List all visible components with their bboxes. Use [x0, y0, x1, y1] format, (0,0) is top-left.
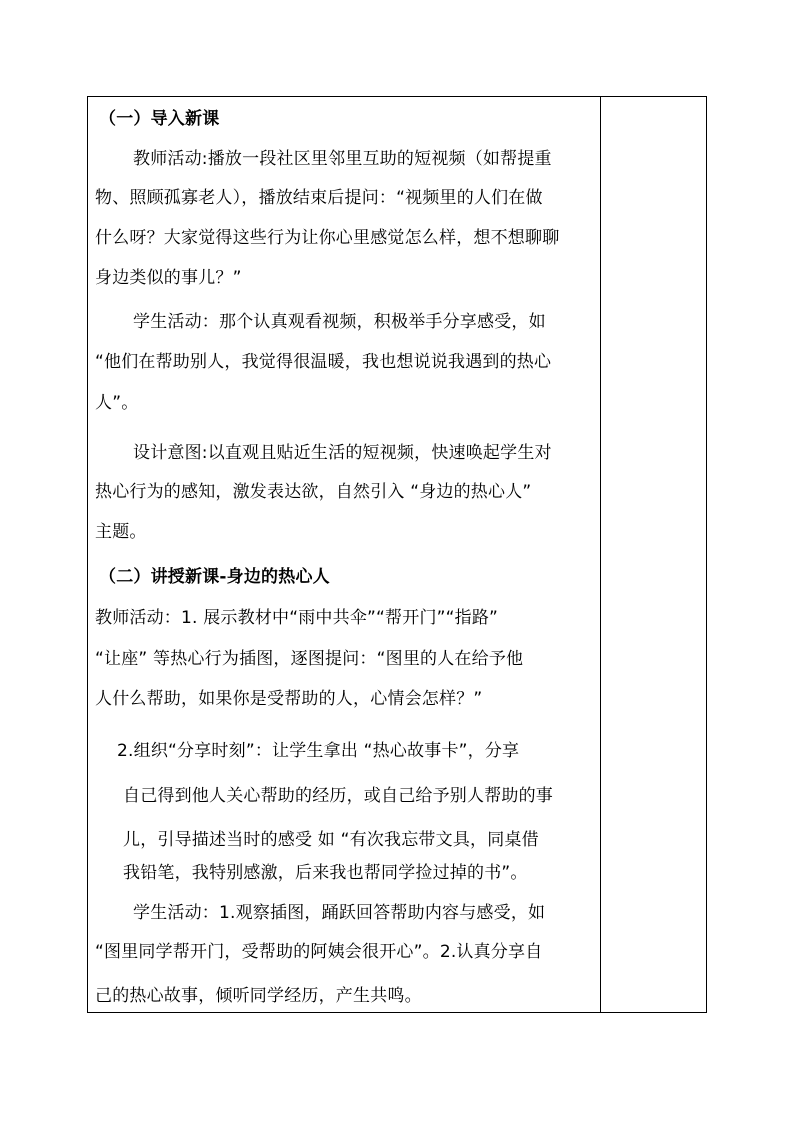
paragraph-line: 物、照顾孤寡老人），播放结束后提问：“视频里的人们在做 — [95, 188, 543, 208]
paragraph-line: 2.组织“分享时刻”：让学生拿出 “热心故事卡”，分享 — [117, 741, 520, 761]
paragraph-line: 人什么帮助，如果你是受帮助的人，心情会怎样？” — [95, 689, 483, 709]
paragraph-line: 主题。 — [95, 522, 147, 542]
paragraph-line: “图里同学帮开门，受帮助的阿姨会很开心”。2.认真分享自 — [95, 942, 543, 962]
paragraph-line: 设计意图:以直观且贴近生活的短视频，快速唤起学生对 — [133, 443, 552, 463]
lesson-content-cell — [88, 97, 600, 1012]
paragraph-line: 热心行为的感知，激发表达欲，自然引入 “身边的热心人” — [95, 482, 532, 502]
paragraph-line: 身边类似的事儿？” — [95, 268, 242, 288]
paragraph-line: 儿，引导描述当时的感受 如 “有次我忘带文具，同桌借 — [123, 830, 539, 850]
paragraph-line: 什么呀？大家觉得这些行为让你心里感觉怎么样，想不想聊聊 — [95, 228, 560, 248]
paragraph-line: 人”。 — [95, 393, 139, 413]
paragraph-line: 学生活动：1.观察插图，踊跃回答帮助内容与感受，如 — [133, 903, 546, 923]
section-heading-new-lesson: （二）讲授新课-身边的热心人 — [99, 567, 330, 587]
paragraph-line: “他们在帮助别人，我觉得很温暖，我也想说说我遇到的热心 — [95, 352, 552, 372]
paragraph-line: “让座” 等热心行为插图，逐图提问：“图里的人在给予他 — [95, 649, 524, 669]
paragraph-line: 我铅笔，我特别感激，后来我也帮同学捡过掉的书”。 — [123, 863, 528, 883]
lesson-table — [87, 96, 707, 1013]
paragraph-line: 教师活动：1. 展示教材中“雨中共伞”“帮开门”“指路” — [95, 608, 499, 628]
paragraph-line: 学生活动：那个认真观看视频，积极举手分享感受，如 — [133, 312, 546, 332]
paragraph-line: 己的热心故事，倾听同学经历，产生共鸣。 — [95, 986, 422, 1006]
notes-cell — [601, 97, 706, 1012]
paragraph-line: 自己得到他人关心帮助的经历，或自己给予别人帮助的事 — [123, 786, 553, 806]
paragraph-line: 教师活动:播放一段社区里邻里互助的短视频（如帮提重 — [133, 149, 552, 169]
section-heading-intro: （一）导入新课 — [99, 109, 220, 129]
